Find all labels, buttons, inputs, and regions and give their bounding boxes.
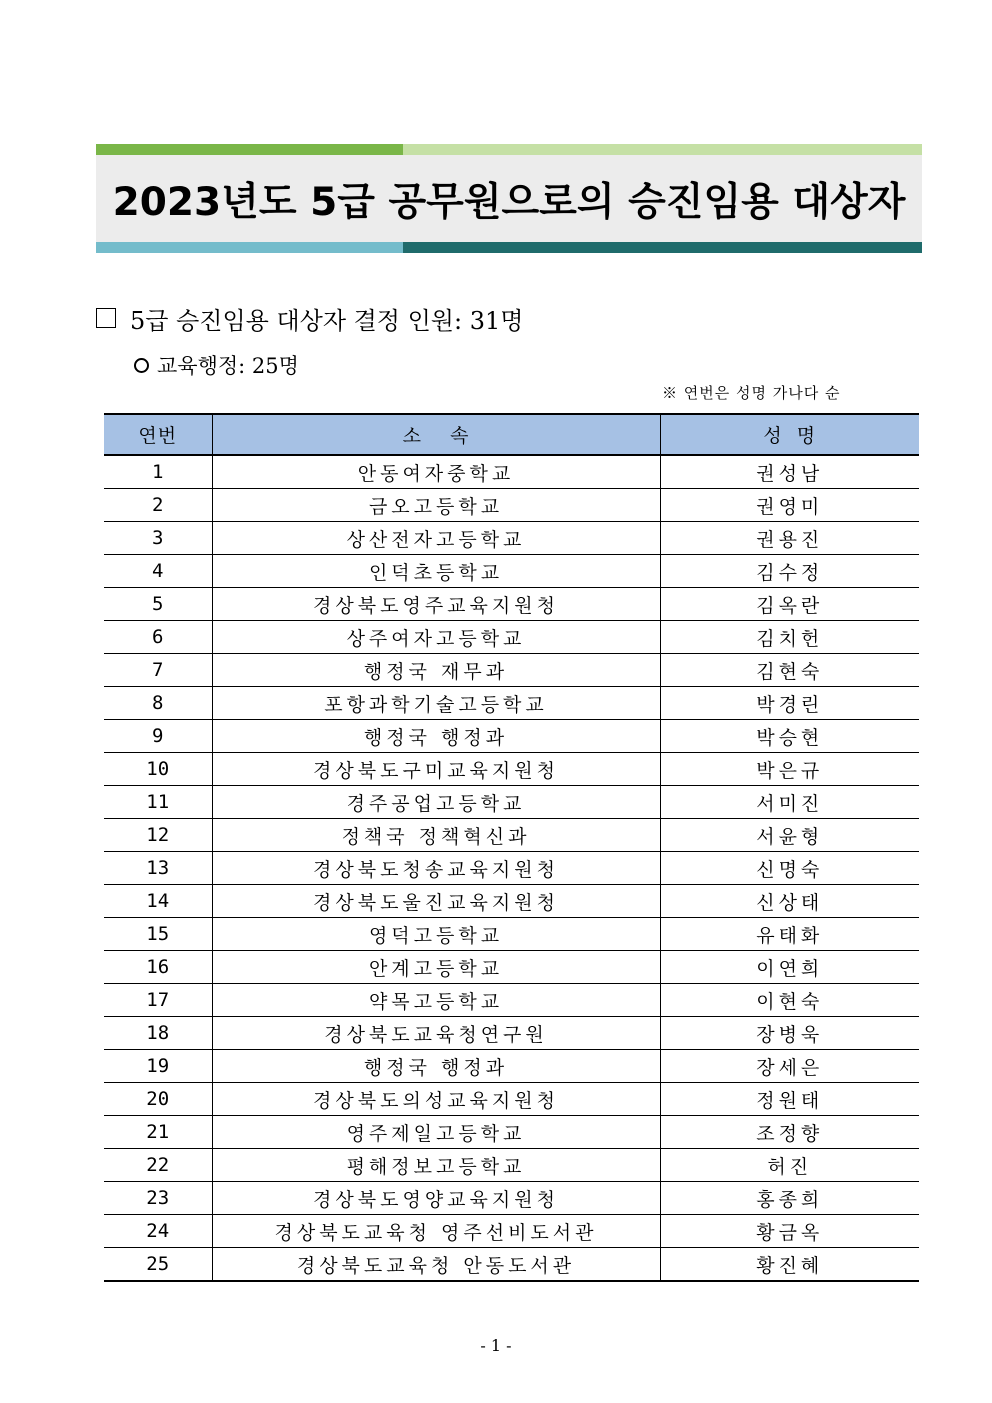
row-affiliation: 경상북도영주교육지원청 xyxy=(212,588,660,621)
table-row xyxy=(104,885,919,918)
row-name: 권용진 xyxy=(660,522,919,555)
row-name: 박승현 xyxy=(660,720,919,753)
row-number: 5 xyxy=(104,588,212,621)
row-number: 20 xyxy=(104,1083,212,1116)
row-number: 13 xyxy=(104,852,212,885)
table-row xyxy=(104,588,919,621)
table-body xyxy=(104,455,919,1281)
row-number: 8 xyxy=(104,687,212,720)
row-number: 12 xyxy=(104,819,212,852)
table-row xyxy=(104,522,919,555)
promotion-table xyxy=(104,413,919,1282)
section-heading: 5급 승진임용 대상자 결정 인원: 31명 xyxy=(130,306,524,335)
row-number: 7 xyxy=(104,654,212,687)
table-row xyxy=(104,1215,919,1248)
row-number: 22 xyxy=(104,1149,212,1182)
title-bar-bottom-right xyxy=(403,242,922,253)
row-name: 허진 xyxy=(660,1149,919,1182)
row-affiliation: 안계고등학교 xyxy=(212,951,660,984)
row-name: 황금옥 xyxy=(660,1215,919,1248)
row-affiliation: 상산전자고등학교 xyxy=(212,522,660,555)
table-row xyxy=(104,1050,919,1083)
row-name: 권영미 xyxy=(660,489,919,522)
checkbox-icon xyxy=(96,308,116,328)
row-affiliation: 행정국 행정과 xyxy=(212,720,660,753)
header-number: 연번 xyxy=(104,414,212,455)
title-bar-top-right xyxy=(403,144,922,155)
row-affiliation: 상주여자고등학교 xyxy=(212,621,660,654)
sub-heading: 교육행정: 25명 xyxy=(157,354,299,378)
row-name: 권성남 xyxy=(660,455,919,489)
row-number: 11 xyxy=(104,786,212,819)
row-number: 18 xyxy=(104,1017,212,1050)
table-row xyxy=(104,1017,919,1050)
row-name: 황진혜 xyxy=(660,1248,919,1282)
table-row xyxy=(104,753,919,786)
row-affiliation: 경상북도청송교육지원청 xyxy=(212,852,660,885)
row-name: 유태화 xyxy=(660,918,919,951)
row-number: 1 xyxy=(104,455,212,489)
row-number: 24 xyxy=(104,1215,212,1248)
table-row xyxy=(104,455,919,489)
row-affiliation: 경상북도교육청 영주선비도서관 xyxy=(212,1215,660,1248)
row-affiliation: 정책국 정책혁신과 xyxy=(212,819,660,852)
row-affiliation: 인덕초등학교 xyxy=(212,555,660,588)
row-name: 김치헌 xyxy=(660,621,919,654)
row-affiliation: 행정국 행정과 xyxy=(212,1050,660,1083)
row-affiliation: 금오고등학교 xyxy=(212,489,660,522)
row-affiliation: 행정국 재무과 xyxy=(212,654,660,687)
row-affiliation: 경상북도교육청연구원 xyxy=(212,1017,660,1050)
table-header-row xyxy=(104,414,919,455)
row-number: 21 xyxy=(104,1116,212,1149)
row-name: 신상태 xyxy=(660,885,919,918)
row-number: 4 xyxy=(104,555,212,588)
section-heading-line xyxy=(96,300,523,336)
table-row xyxy=(104,951,919,984)
row-number: 10 xyxy=(104,753,212,786)
row-affiliation: 평해정보고등학교 xyxy=(212,1149,660,1182)
table-row xyxy=(104,489,919,522)
row-affiliation: 경주공업고등학교 xyxy=(212,786,660,819)
page-title: 2023년도 5급 공무원으로의 승진임용 대상자 xyxy=(112,179,906,225)
row-number: 25 xyxy=(104,1248,212,1282)
row-number: 9 xyxy=(104,720,212,753)
row-affiliation: 포항과학기술고등학교 xyxy=(212,687,660,720)
page-number: - 1 - xyxy=(480,1336,512,1355)
row-name: 박은규 xyxy=(660,753,919,786)
row-name: 서윤형 xyxy=(660,819,919,852)
title-bar-top-left xyxy=(96,144,403,155)
row-name: 박경린 xyxy=(660,687,919,720)
row-name: 홍종희 xyxy=(660,1182,919,1215)
row-number: 15 xyxy=(104,918,212,951)
row-number: 17 xyxy=(104,984,212,1017)
row-number: 6 xyxy=(104,621,212,654)
table-row xyxy=(104,621,919,654)
sub-heading-line xyxy=(134,349,299,381)
table-row xyxy=(104,1248,919,1282)
table-row xyxy=(104,852,919,885)
row-name: 이현숙 xyxy=(660,984,919,1017)
row-number: 14 xyxy=(104,885,212,918)
row-name: 정원태 xyxy=(660,1083,919,1116)
row-affiliation: 경상북도울진교육지원청 xyxy=(212,885,660,918)
row-name: 김현숙 xyxy=(660,654,919,687)
row-affiliation: 경상북도구미교육지원청 xyxy=(212,753,660,786)
row-affiliation: 영주제일고등학교 xyxy=(212,1116,660,1149)
sort-note: ※ 연번은 성명 가나다 순 xyxy=(662,384,841,402)
row-number: 2 xyxy=(104,489,212,522)
title-box xyxy=(96,155,922,242)
table-row xyxy=(104,819,919,852)
table-row xyxy=(104,1083,919,1116)
row-affiliation: 경상북도의성교육지원청 xyxy=(212,1083,660,1116)
table-row xyxy=(104,1116,919,1149)
table-row xyxy=(104,786,919,819)
row-name: 김옥란 xyxy=(660,588,919,621)
row-affiliation: 경상북도영양교육지원청 xyxy=(212,1182,660,1215)
row-affiliation: 안동여자중학교 xyxy=(212,455,660,489)
table-row xyxy=(104,555,919,588)
row-name: 조정향 xyxy=(660,1116,919,1149)
row-name: 장병욱 xyxy=(660,1017,919,1050)
table-row xyxy=(104,687,919,720)
row-affiliation: 경상북도교육청 안동도서관 xyxy=(212,1248,660,1282)
table-row xyxy=(104,984,919,1017)
row-name: 김수정 xyxy=(660,555,919,588)
row-affiliation: 약목고등학교 xyxy=(212,984,660,1017)
row-number: 3 xyxy=(104,522,212,555)
title-bar-bottom-left xyxy=(96,242,403,253)
header-name: 성 명 xyxy=(660,414,919,455)
table-row xyxy=(104,720,919,753)
header-affiliation: 소 속 xyxy=(212,414,660,455)
row-name: 장세은 xyxy=(660,1050,919,1083)
table-row xyxy=(104,654,919,687)
table-row xyxy=(104,1182,919,1215)
table-row xyxy=(104,918,919,951)
row-number: 19 xyxy=(104,1050,212,1083)
row-affiliation: 영덕고등학교 xyxy=(212,918,660,951)
table-row xyxy=(104,1149,919,1182)
row-name: 이연희 xyxy=(660,951,919,984)
row-number: 16 xyxy=(104,951,212,984)
circle-bullet-icon xyxy=(134,358,149,373)
row-name: 서미진 xyxy=(660,786,919,819)
row-number: 23 xyxy=(104,1182,212,1215)
row-name: 신명숙 xyxy=(660,852,919,885)
